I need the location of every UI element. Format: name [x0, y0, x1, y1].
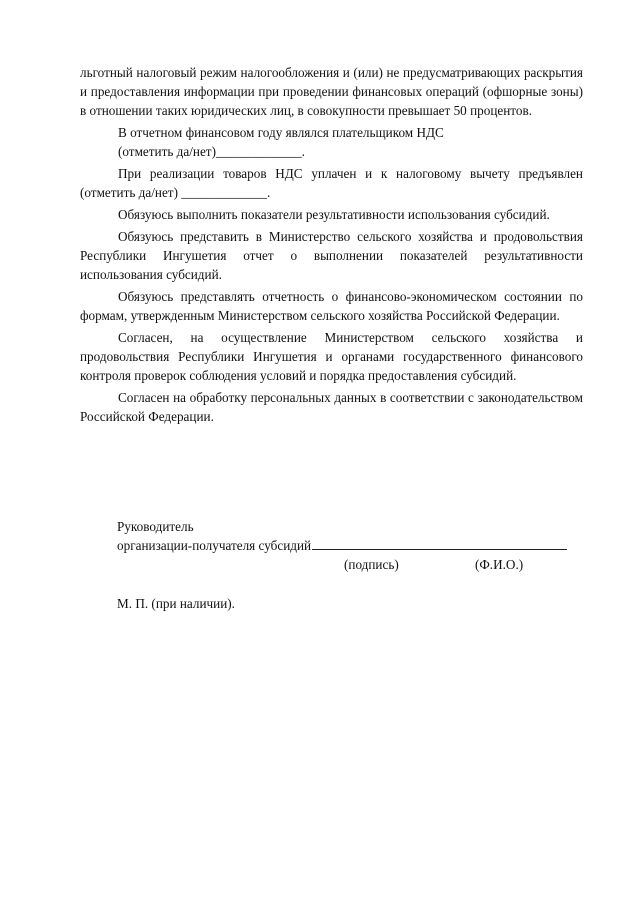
paragraph-vat-deduction: При реализации товаров НДС уплачен и к налоговому вычету предъявлен (отметить да/нет) _____________. [80, 166, 583, 200]
signature-org-row [117, 536, 587, 555]
signature-line [312, 548, 567, 550]
signature-org-label: организации-получателя субсидий [117, 538, 312, 553]
signature-title: Руководитель [117, 519, 194, 534]
stamp-place: М. П. (при наличии). [117, 596, 235, 611]
caption-full-name: (Ф.И.О.) [475, 557, 524, 572]
paragraph-consent-inspection: Согласен, на осуществление Министерством сельского хозяйства и продовольствия Республики Ингушетия и органами государственного финансового контроля проверок соблюдения условий и порядка предоставления субсидий. [80, 330, 583, 383]
paragraph-obligation-reporting: Обязуюсь представлять отчетность о финансово-экономическом состоянии по формам, утвержденным Министерством сельского хозяйства Российской Федерации. [80, 289, 583, 323]
caption-signature: (подпись) [344, 557, 399, 572]
document-body [80, 63, 583, 426]
signature-block [117, 517, 587, 574]
paragraph-consent-personal-data: Согласен на обработку персональных данных в соответствии с законодательством Российской Федерации. [80, 390, 583, 424]
paragraph-obligation-report: Обязуюсь представить в Министерство сельского хозяйства и продовольствия Республики Ингушетия отчет о выполнении показателей результативности использования субсидий. [80, 229, 583, 282]
paragraph-vat-payer-mark: (отметить да/нет)_____________. [118, 144, 305, 159]
signature-captions [117, 555, 587, 574]
paragraph-vat-payer: В отчетном финансовом году являлся плательщиком НДС [118, 125, 444, 140]
paragraph-offshore: льготный налоговый режим налогообложения и (или) не предусматривающих раскрытия и предоставления информации при проведении финансовых операций (офшорные зоны) в отношении таких юридических лиц, в совокупности превышает 50 процентов. [80, 65, 583, 118]
paragraph-obligation-indicators: Обязуюсь выполнить показатели результативности использования субсидий. [118, 207, 550, 222]
